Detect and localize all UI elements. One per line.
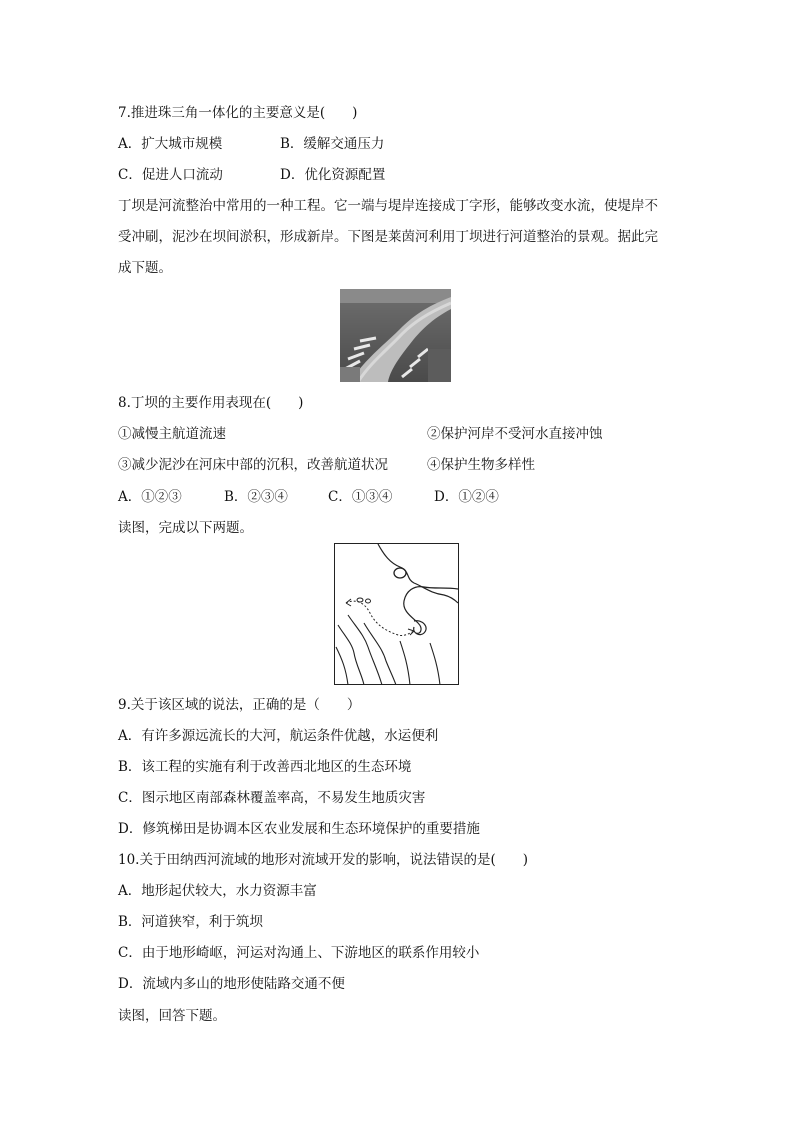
q8-option-a: A．①②③ — [118, 489, 182, 505]
q8-item-1: ①减慢主航道流速 — [118, 426, 226, 442]
q10-option-a: A．地形起伏较大，水力资源丰富 — [118, 883, 317, 899]
q10-option-b: B．河道狭窄，利于筑坝 — [118, 914, 263, 930]
q10-stem: 10.关于田纳西河流域的地形对流域开发的影响，说法错误的是( ) — [118, 852, 529, 868]
q9-option-b: B．该工程的实施有利于改善西北地区的生态环境 — [118, 759, 412, 775]
q7-stem: 7.推进珠三角一体化的主要意义是( ) — [118, 105, 358, 121]
river-groyne-photo — [340, 289, 451, 382]
q8-option-b: B．②③④ — [224, 489, 288, 505]
q8-stem: 8.丁坝的主要作用表现在( ) — [118, 395, 304, 411]
q8-item-2: ②保护河岸不受河水直接冲蚀 — [427, 426, 603, 442]
passage-line-2: 受冲刷，泥沙在坝间淤积，形成新岸。下图是莱茵河利用丁坝进行河道整治的景观。据此完 — [118, 229, 658, 245]
q7-option-c: C．促进人口流动 — [118, 167, 223, 183]
intro-two-questions: 读图，完成以下两题。 — [118, 520, 253, 536]
passage-line-1: 丁坝是河流整治中常用的一种工程。它一端与堤岸连接成丁字形，能够改变水流，使堤岸不 — [118, 198, 658, 214]
q10-option-d: D．流域内多山的地形使陆路交通不便 — [118, 976, 345, 992]
q9-stem: 9.关于该区域的说法，正确的是（ ） — [118, 697, 361, 713]
q9-option-a: A．有许多源远流长的大河，航运条件优越，水运便利 — [118, 728, 439, 744]
region-map — [334, 543, 459, 685]
q10-option-c: C．由于地形崎岖，河运对沟通上、下游地区的联系作用较小 — [118, 945, 480, 961]
q7-option-d: D．优化资源配置 — [280, 167, 386, 183]
q9-option-d: D．修筑梯田是协调本区农业发展和生态环境保护的重要措施 — [118, 821, 480, 837]
passage-line-3: 成下题。 — [118, 260, 172, 276]
q7-option-b: B．缓解交通压力 — [280, 136, 385, 152]
q8-item-3: ③减少泥沙在河床中部的沉积，改善航道状况 — [118, 457, 388, 473]
q8-item-4: ④保护生物多样性 — [427, 457, 535, 473]
q8-option-d: D．①②④ — [434, 489, 499, 505]
q7-option-a: A．扩大城市规模 — [118, 136, 223, 152]
intro-next-question: 读图，回答下题。 — [118, 1008, 226, 1024]
q8-option-c: C．①③④ — [328, 489, 393, 505]
q9-option-c: C．图示地区南部森林覆盖率高，不易发生地质灾害 — [118, 790, 426, 806]
